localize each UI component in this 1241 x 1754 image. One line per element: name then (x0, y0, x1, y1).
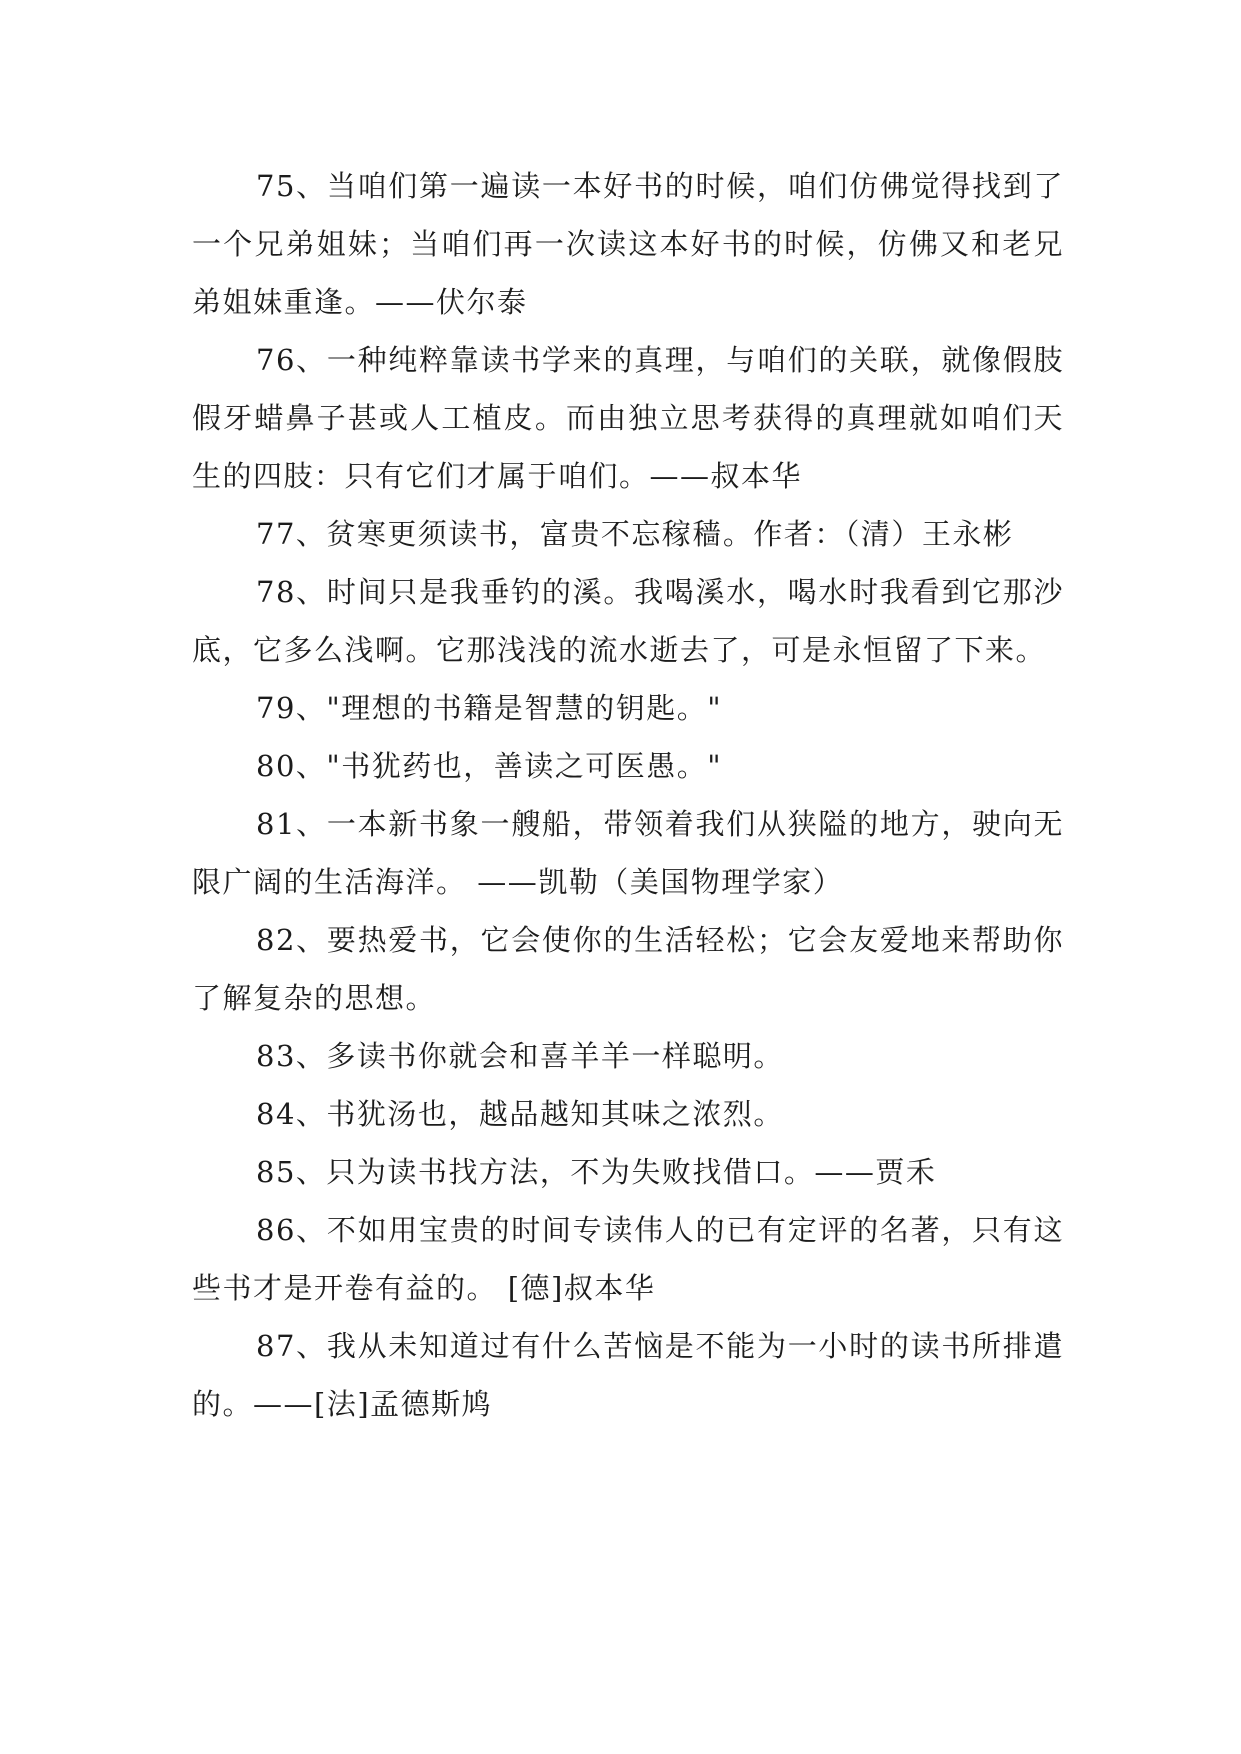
quote-78: 78、时间只是我垂钓的溪。我喝溪水，喝水时我看到它那沙底，它多么浅啊。它那浅浅的流水逝去了，可是永恒留了下来。 (192, 575, 1064, 667)
quote-75: 75、当咱们第一遍读一本好书的时候，咱们仿佛觉得找到了一个兄弟姐妹；当咱们再一次读这本好书的时候，仿佛又和老兄弟姐妹重逢。——伏尔泰 (192, 169, 1064, 319)
quote-76: 76、一种纯粹靠读书学来的真理，与咱们的关联，就像假肢假牙蜡鼻子甚或人工植皮。而由独立思考获得的真理就如咱们天生的四肢：只有它们才属于咱们。——叔本华 (192, 343, 1064, 493)
quote-85: 85、只为读书找方法，不为失败找借口。——贾禾 (256, 1155, 937, 1189)
quote-82: 82、要热爱书，它会使你的生活轻松；它会友爱地来帮助你了解复杂的思想。 (192, 923, 1064, 1015)
quote-84: 84、书犹汤也，越品越知其味之浓烈。 (256, 1097, 784, 1131)
quote-86: 86、不如用宝贵的时间专读伟人的已有定评的名著，只有这些书才是开卷有益的。 [德]叔本华 (192, 1213, 1064, 1305)
quote-77: 77、贫寒更须读书，富贵不忘稼穑。作者：（清）王永彬 (256, 517, 1014, 551)
quote-list (192, 157, 1064, 1433)
quote-81: 81、一本新书象一艘船，带领着我们从狭隘的地方，驶向无限广阔的生活海洋。 ——凯勒（美国物理学家） (192, 807, 1064, 899)
quote-83: 83、多读书你就会和喜羊羊一样聪明。 (256, 1039, 784, 1073)
quote-79: 79、"理想的书籍是智慧的钥匙。" (256, 691, 723, 725)
quote-87: 87、我从未知道过有什么苦恼是不能为一小时的读书所排遣的。——[法]孟德斯鸠 (192, 1329, 1064, 1421)
quote-80: 80、"书犹药也，善读之可医愚。" (256, 749, 723, 783)
